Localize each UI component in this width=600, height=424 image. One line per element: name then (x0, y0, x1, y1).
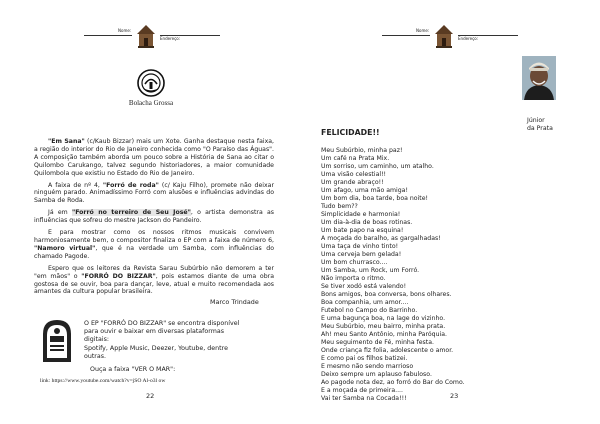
poem-line: E uma bagunça boa, na lage do vizinho. (321, 315, 446, 322)
poem-line: Uma visão celestial!! (321, 171, 387, 178)
ep-line: outras. (84, 352, 107, 360)
poem-line: Um bate papo na esquina! (321, 227, 404, 234)
poem-line: Um café na Prata Mix. (321, 155, 390, 162)
author-caption (527, 117, 553, 134)
poem-line: Ah! meu Santo Antônio, minha Paróquia. (321, 331, 447, 338)
author-photo (522, 56, 556, 100)
ep-note (84, 320, 244, 374)
author-caption-line: da Prata (527, 125, 553, 133)
page-number-right: 23 (450, 392, 459, 400)
poem-line: Meu Subúrbio, minha paz! (321, 147, 403, 154)
poem-line: A moçada do baralho, as gargalhadas! (321, 235, 441, 242)
house-icon (434, 22, 454, 50)
ep-line: Spotify, Apple Music, Deezer, Youtube, dentre (84, 344, 228, 352)
bold-title: "Forró de roda" (102, 181, 159, 189)
poem-line: E a moçada de primeira.... (321, 387, 403, 394)
poem-line: Um bom churrasco.... (321, 259, 388, 266)
poem-line: Um sorriso, um caminho, um atalho. (321, 163, 434, 170)
article-paragraph (34, 138, 274, 178)
poem-line: Ao pagode nota dez, ao forró do Bar do Como. (321, 379, 465, 386)
signature: Marco Trindade (210, 298, 259, 306)
poem-line: Uma cerveja bem gelada! (321, 251, 402, 258)
paragraph-text: Espero que os leitores da Revista Sarau Subúrbio não demorem a ter "em mãos" o (34, 264, 274, 280)
poem-line: Deixo sempre um aplauso fabuloso. (321, 371, 432, 378)
poem-line: E como pai os filhos batizei. (321, 355, 408, 362)
poem-line: Não importa o ritmo. (321, 275, 386, 282)
ep-line: para ouvir e baixar em diversas plataformas digitais: (84, 328, 224, 344)
header-label-b: Endereço: (458, 36, 479, 41)
paragraph-text: , o artista demonstra as influências que sofreu do mestre Jackson do Pandeiro. (34, 209, 274, 225)
house-icon (136, 22, 156, 50)
article-paragraph (34, 229, 274, 261)
logo-caption: Bolacha Grossa (128, 99, 174, 107)
article-body (34, 138, 274, 300)
paragraph-text: A faixa de nº 4, (48, 181, 103, 189)
poem-line: Uma taça de vinho tinto! (321, 243, 399, 250)
poem-line: Um grande abraço!! (321, 179, 384, 186)
poem-line: Meu seguimento de Fé, minha festa. (321, 339, 434, 346)
paragraph-text: E para mostrar como os nossos ritmos musicais convivem harmoniosamente bem, o compositor finaliza o EP com a faixa de número 6, (34, 229, 274, 244)
poem-line: Boa companhia, um amor.... (321, 299, 409, 306)
header-right (382, 18, 532, 52)
bold-title: "FORRÓ DO BIZZAR" (81, 272, 156, 280)
listen-line: Ouça a faixa "VER O MAR": (90, 366, 176, 374)
poem-line: Um afago, uma mão amiga! (321, 187, 408, 194)
right-page (300, 0, 600, 424)
paragraph-text: , pois estamos diante de uma obra gostosa de se ouvir, boa para dançar, leve, atual e muito recomendada aos amantes da cultura popular brasileira. (34, 272, 274, 296)
header-label-a: Nome: (118, 28, 132, 33)
article-paragraph (34, 209, 274, 225)
poem-line: Futebol no Campo do Barrinho. (321, 307, 418, 314)
bolacha-grossa-logo (136, 68, 166, 98)
poem-title: FELICIDADE!! (321, 128, 380, 137)
article-paragraph (34, 265, 274, 297)
poem-line: Tudo bem?? (321, 203, 358, 210)
poem-line: Um Samba, um Rock, um Forró. (321, 267, 420, 274)
poem-line: Bons amigos, boa conversa, bons olhares. (321, 291, 452, 298)
poem-line: Um dia-à-dia de boas rotinas. (321, 219, 413, 226)
bold-title: "Forró no terreiro de Seu José" (71, 209, 191, 217)
poem-line: Simplicidade e harmonia! (321, 211, 401, 218)
jukebox-icon (40, 318, 74, 364)
paragraph-text: (c/Kaub Bizzar) mais um Xote. Ganha destaque nesta faixa, a região do interior do Rio de Janeiro conhecida como "O Paraíso das Águas". A composição também aborda um pouco sobre a História de Sana ao citar o Quilombo Carukango, talvez segundo historiadores, a maior comunidade Quilombola que existiu no Estado do Rio de Janeiro. (34, 138, 274, 177)
poem-line: Meu Subúrbio, meu bairro, minha prata. (321, 323, 446, 330)
poem-line: Um bom dia, boa tarde, boa noite! (321, 195, 429, 202)
author-caption-line: Júnior (527, 117, 545, 124)
poem-line: E mesmo não sendo marrioso (321, 363, 414, 370)
poem-line: Se tiver xodó está valendo! (321, 283, 407, 290)
header-label-b: Endereço: (160, 36, 181, 41)
paragraph-text: Já em (48, 209, 72, 217)
header-label-a: Nome: (416, 28, 430, 33)
bold-title: "Em Sana" (48, 138, 85, 145)
paragraph-text: , que é na verdade um Samba, com influências do chamado Pagode. (34, 244, 274, 260)
poem-line: Onde criança fiz folia, adolescente o amor. (321, 347, 454, 354)
header-left (84, 18, 234, 52)
poem-line: Vai ter Samba na Cocada!!! (321, 395, 407, 402)
page-number-left: 22 (146, 392, 155, 400)
poem-body (321, 147, 465, 403)
article-paragraph (34, 182, 274, 206)
paragraph-text: (c/ Kaju Filho), promete não deixar ninguém parado. Animadíssimo Forró com alusões e influências advindas do Samba de Roda. (34, 181, 275, 205)
bold-title: "Namoro virtual" (34, 244, 96, 252)
youtube-link[interactable]: link: https://www.youtube.com/watch?v=jSO Al-o3l ow (40, 378, 166, 384)
ep-line: O EP "FORRÓ DO BIZZAR" se encontra disponível (84, 320, 240, 327)
